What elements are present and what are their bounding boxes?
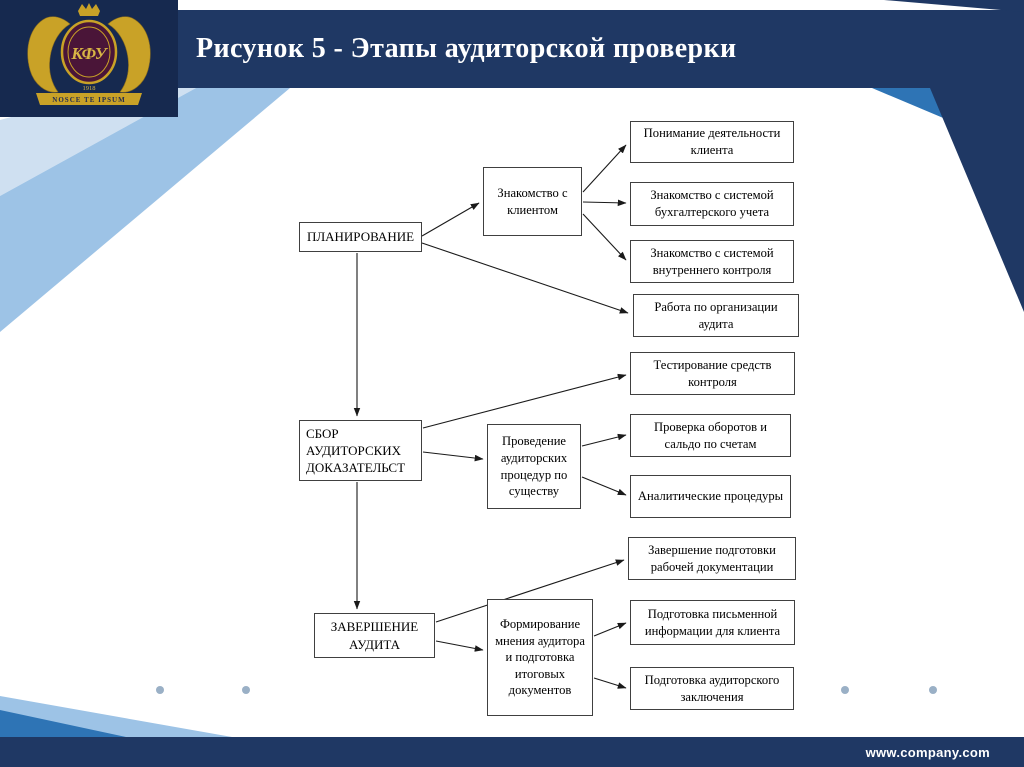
university-logo	[0, 0, 178, 117]
crest-year: 1918	[82, 85, 96, 92]
arrow-opinion-to-written-info	[594, 623, 626, 636]
arrow-planning-to-acquaintance	[422, 203, 479, 236]
flow-box-task-written-information: Подготовка письменной информации для клиента	[630, 600, 795, 645]
flow-box-task-internal-control: Знакомство с системой внутреннего контроля	[630, 240, 794, 283]
flow-box-task-turnover-check: Проверка оборотов и сальдо по счетам	[630, 414, 791, 457]
flow-box-planning: ПЛАНИРОВАНИЕ	[299, 222, 422, 252]
flow-box-substantive-procedures: Проведение аудиторских процедур по существу	[487, 424, 581, 509]
arrow-evidence-to-testing	[423, 375, 626, 428]
arrow-acquaintance-to-internal-control	[583, 214, 626, 260]
arrow-substantive-to-turnover	[582, 435, 626, 446]
arrow-completion-to-opinion	[436, 641, 483, 650]
arrow-acquaintance-to-accounting	[583, 202, 626, 203]
footer-bar	[0, 737, 1024, 767]
arrow-acquaintance-to-understanding	[583, 145, 626, 192]
flow-box-task-audit-conclusion: Подготовка аудиторского заключения	[630, 667, 794, 710]
flow-box-task-control-testing: Тестирование средств контроля	[630, 352, 795, 395]
flow-box-task-working-docs: Завершение подготовки рабочей документации	[628, 537, 796, 580]
crown-icon	[78, 3, 100, 16]
arrow-substantive-to-analytics	[582, 477, 626, 495]
footer-url: www.company.com	[865, 744, 990, 760]
crest-monogram: КФУ	[71, 44, 107, 63]
flow-box-task-accounting-system: Знакомство с системой бухгалтерского учета	[630, 182, 794, 226]
crest-motto: NOSCE TE IPSUM	[52, 96, 126, 104]
arrow-evidence-to-substantive	[423, 452, 483, 459]
flow-box-completion: ЗАВЕРШЕНИЕ АУДИТА	[314, 613, 435, 658]
flow-box-evidence: СБОР АУДИТОРСКИХ ДОКАЗАТЕЛЬСТ	[299, 420, 422, 481]
arrow-opinion-to-conclusion	[594, 678, 626, 688]
flow-box-client-acquaintance: Знакомство с клиентом	[483, 167, 582, 236]
flow-box-opinion-forming: Формирование мнения аудитора и подготовка итоговых документов	[487, 599, 593, 716]
university-crest-icon	[0, 0, 178, 117]
arrow-planning-to-organization	[422, 243, 628, 313]
slide-title: Рисунок 5 - Этапы аудиторской проверки	[196, 33, 737, 64]
flow-box-task-understanding-client: Понимание деятельности клиента	[630, 121, 794, 163]
flow-box-task-analytical-procedures: Аналитические процедуры	[630, 475, 791, 518]
flow-box-task-audit-organization: Работа по организации аудита	[633, 294, 799, 337]
